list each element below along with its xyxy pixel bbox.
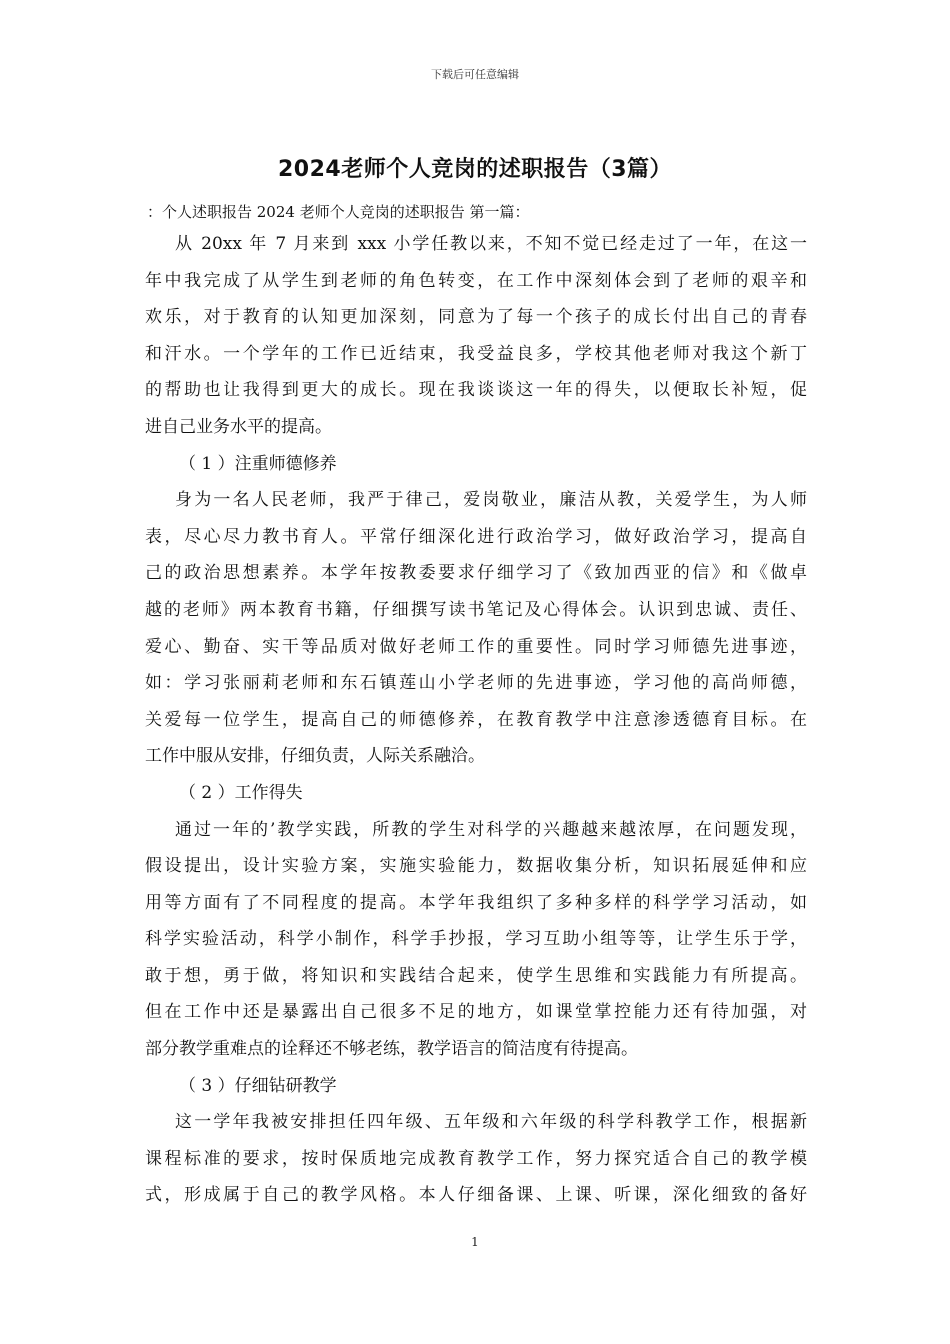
document-title: 2024老师个人竞岗的述职报告（3篇） [277,157,673,182]
paragraph-line: 课程标准的要求，按时保质地完成教育教学工作，努力探究适合自己的教学模 [145,1148,807,1169]
paragraph-line: 从 20xx 年 7 月来到 xxx 小学任教以来，不知不觉已经走过了一年，在这一 [175,234,807,254]
paragraph-line: 工作中服从安排，仔细负责，人际关系融洽。 [145,746,485,767]
paragraph-line: 进自己业务水平的提高。 [145,416,332,437]
section-heading: （ 2 ）工作得失 [179,782,303,803]
paragraph-line: 敢于想，勇于做，将知识和实践结合起来，使学生思维和实践能力有所提高。 [145,965,807,986]
paragraph-line: 用等方面有了不同程度的提高。本学年我组织了多种多样的科学学习活动，如 [145,892,807,913]
paragraph-line: 如：学习张丽莉老师和东石镇莲山小学老师的先进事迹，学习他的高尚师德， [145,673,807,694]
paragraph-line: 爱心、勤奋、实干等品质对做好老师工作的重要性。同时学习师德先进事迹， [145,636,807,657]
paragraph-line: 身为一名人民老师，我严于律己，爱岗敬业，廉洁从教，关爱学生，为人师 [175,490,807,511]
paragraph-line: 己的政治思想素养。本学年按教委要求仔细学习了《致加西亚的信》和《做卓 [145,563,807,584]
paragraph-line: 关爱每一位学生，提高自己的师德修养，在教育教学中注意渗透德育目标。在 [145,709,807,730]
paragraph-line: 年中我完成了从学生到老师的角色转变，在工作中深刻体会到了老师的艰辛和 [145,270,807,291]
page-header-note: 下载后可任意编辑 [431,68,519,81]
paragraph-line: 部分教学重难点的诠释还不够老练，教学语言的简洁度有待提高。 [145,1039,638,1060]
section-heading: （ 1 ）注重师德修养 [179,453,337,474]
paragraph-line: 但在工作中还是暴露出自己很多不足的地方，如课堂掌控能力还有待加强，对 [145,1002,807,1023]
paragraph-line: 假设提出，设计实验方案，实施实验能力，数据收集分析，知识拓展延伸和应 [145,856,807,877]
section-heading: （ 3 ）仔细钻研教学 [179,1075,337,1096]
document-body [145,198,807,1214]
intro-line: ：个人述职报告 2024 老师个人竞岗的述职报告 第一篇： [147,203,530,221]
paragraph-line: 科学实验活动，科学小制作，科学手抄报，学习互助小组等等，让学生乐于学， [145,929,807,950]
paragraph-line: 欢乐，对于教育的认知更加深刻，同意为了每一个孩子的成长付出自己的青春 [145,307,807,328]
paragraph-line: 的帮助也让我得到更大的成长。现在我谈谈这一年的得失，以便取长补短，促 [145,380,807,401]
paragraph-line: 和汗水。一个学年的工作已近结束，我受益良多，学校其他老师对我这个新丁 [145,343,807,364]
paragraph-line: 越的老师》两本教育书籍，仔细撰写读书笔记及心得体会。认识到忠诚、责任、 [145,599,807,620]
paragraph-line: 这一学年我被安排担任四年级、五年级和六年级的科学科教学工作，根据新 [175,1112,807,1133]
paragraph-line: 表，尽心尽力教书育人。平常仔细深化进行政治学习，做好政治学习，提高自 [145,526,807,547]
paragraph-line: 式，形成属于自己的教学风格。本人仔细备课、上课、听课，深化细致的备好 [145,1185,807,1206]
paragraph-line: 通过一年的’教学实践，所教的学生对科学的兴趣越来越浓厚，在问题发现， [175,819,807,840]
page-number: 1 [471,1235,479,1249]
